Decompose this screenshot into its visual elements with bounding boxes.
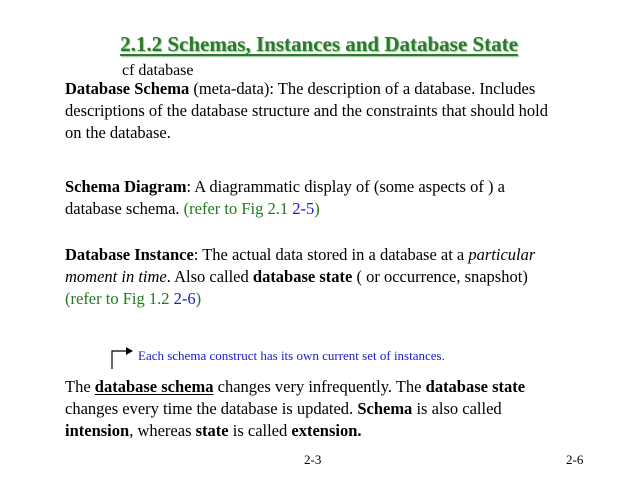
instance-term: Database Instance xyxy=(65,245,194,264)
closing-paragraph: The database schema changes very infrequently. The database state changes every time the database is updated. Schema is also called intension, whereas state is called extension. xyxy=(65,377,526,440)
footer-page-center: 2-3 xyxy=(304,452,322,467)
schema-construct-note: Each schema construct has its own current set of instances. xyxy=(138,348,445,363)
diagram-paragraph: Schema Diagram: A diagrammatic display of (some aspects of ) a database schema. (refer to Fig 2.1 2-5) xyxy=(65,177,505,218)
slide-title: 2.1.2 Schemas, Instances and Database State xyxy=(120,32,518,56)
ref-link-2-6[interactable]: 2-6 xyxy=(173,289,196,308)
schema-term: Database Schema xyxy=(65,79,190,98)
footer-page-right: 2-6 xyxy=(566,452,584,467)
database-schema-term: database schema xyxy=(94,377,214,396)
schema-paragraph: Database Schema (meta-data): The description of a database. Includes descriptions of the database structure and the constraints that should hold on the database. xyxy=(65,79,548,142)
diagram-term: Schema Diagram xyxy=(65,177,187,196)
ref-link-2-5[interactable]: 2-5 xyxy=(292,199,315,218)
note-cf-database: cf database xyxy=(122,62,194,79)
bent-arrow-icon xyxy=(106,343,136,373)
instance-paragraph: Database Instance: The actual data stored in a database at a particular moment in time. Also called database state ( or occurrence, snapshot) (refer to Fig 1.2 2-6) xyxy=(65,245,536,308)
